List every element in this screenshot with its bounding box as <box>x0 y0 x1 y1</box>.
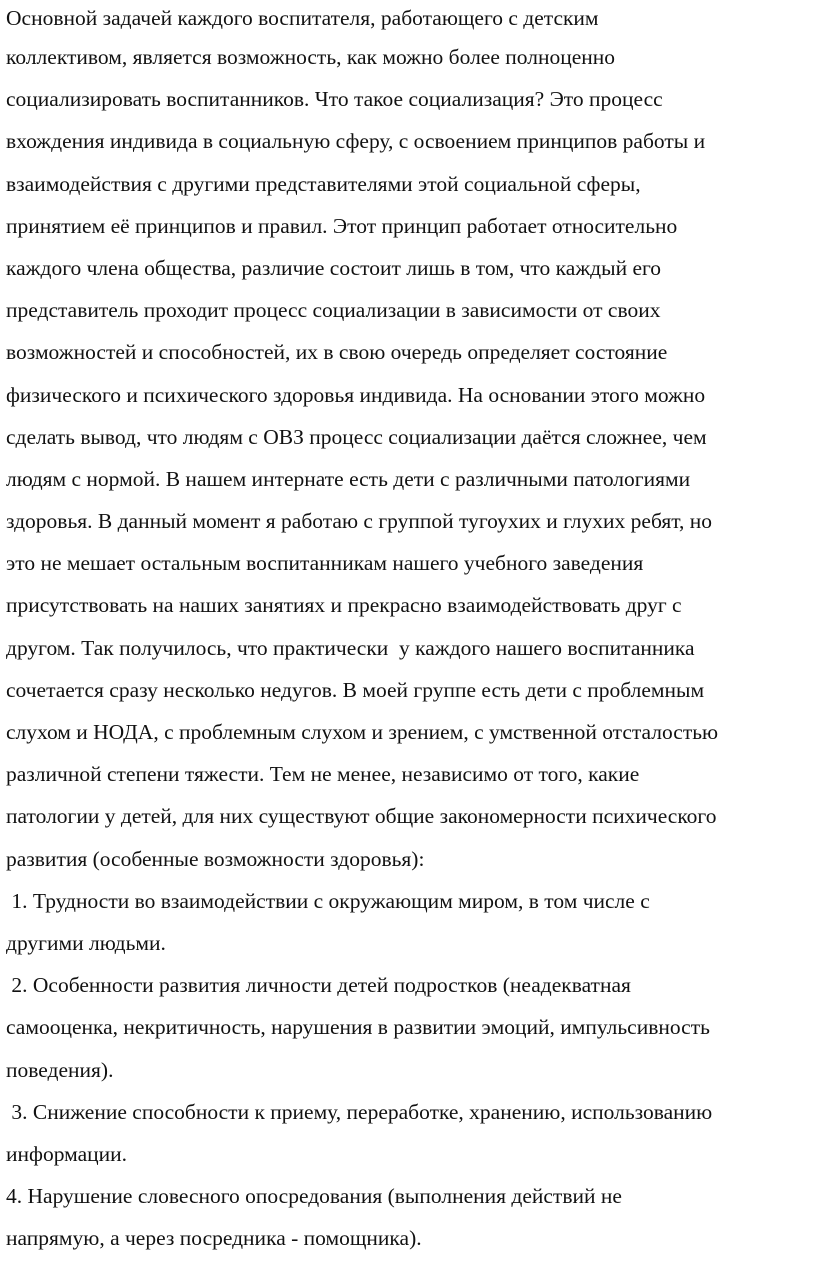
text-line-12: людям с нормой. В нашем интернате есть дети с различными патологиями <box>6 466 691 491</box>
text-line-4: вхождения индивида в социальную сферу, с освоением принципов работы и <box>6 129 706 154</box>
text-line-11: сделать вывод, что людям с ОВЗ процесс социализации даётся сложнее, чем <box>6 424 707 449</box>
list-item-1-line-1: 1. Трудности во взаимодействии с окружающим миром, в том числе с <box>6 888 650 913</box>
text-line-2: коллективом, является возможность, как можно более полноценно <box>6 45 616 69</box>
text-line-1: Основной задачей каждого воспитателя, работающего с детским <box>6 6 599 30</box>
text-line-21: развития (особенные возможности здоровья): <box>6 846 425 871</box>
list-item-3-line-2: информации. <box>6 1141 128 1166</box>
text-line-8: представитель проходит процесс социализации в зависимости от своих <box>6 298 661 323</box>
text-line-15: присутствовать на наших занятиях и прекрасно взаимодействовать друг с <box>6 593 682 618</box>
list-item-3-line-1: 3. Снижение способности к приему, переработке, хранению, использованию <box>6 1099 713 1124</box>
text-line-17: сочетается сразу несколько недугов. В моей группе есть дети с проблемным <box>6 677 705 702</box>
list-item-2-line-2: самооценка, некритичность, нарушения в развитии эмоций, импульсивность <box>6 1015 710 1040</box>
document-page <box>6 0 812 1259</box>
text-line-18: слухом и НОДА, с проблемным слухом и зрением, с умственной отсталостью <box>6 720 719 744</box>
text-line-6: принятием её принципов и правил. Этот принцип работает относительно <box>6 213 678 238</box>
text-line-3: социализировать воспитанников. Что такое социализация? Это процесс <box>6 87 663 112</box>
text-line-10: физического и психического здоровья индивида. На основании этого можно <box>6 382 706 407</box>
text-line-7: каждого члена общества, различие состоит лишь в том, что каждый его <box>6 255 662 280</box>
text-line-5: взаимодействия с другими представителями этой социальной сферы, <box>6 171 641 196</box>
list-item-2-line-1: 2. Особенности развития личности детей подростков (неадекватная <box>6 973 631 998</box>
list-item-4-line-1: 4. Нарушение словесного опосредования (выполнения действий не <box>6 1184 622 1209</box>
list-item-1-line-2: другими людьми. <box>6 930 166 955</box>
list-item-4-line-2: напрямую, а через посредника - помощника). <box>6 1226 422 1251</box>
text-line-19: различной степени тяжести. Тем не менее, независимо от того, какие <box>6 762 640 787</box>
list-item-2-line-3: поведения). <box>6 1057 114 1082</box>
text-line-16: другом. Так получилось, что практически у каждого нашего воспитанника <box>6 635 695 660</box>
text-line-9: возможностей и способностей, их в свою очередь определяет состояние <box>6 340 668 365</box>
text-line-13: здоровья. В данный момент я работаю с группой тугоухих и глухих ребят, но <box>6 509 713 534</box>
text-line-20: патологии у детей, для них существуют общие закономерности психического <box>6 804 717 829</box>
text-line-14: это не мешает остальным воспитанникам нашего учебного заведения <box>6 551 644 576</box>
